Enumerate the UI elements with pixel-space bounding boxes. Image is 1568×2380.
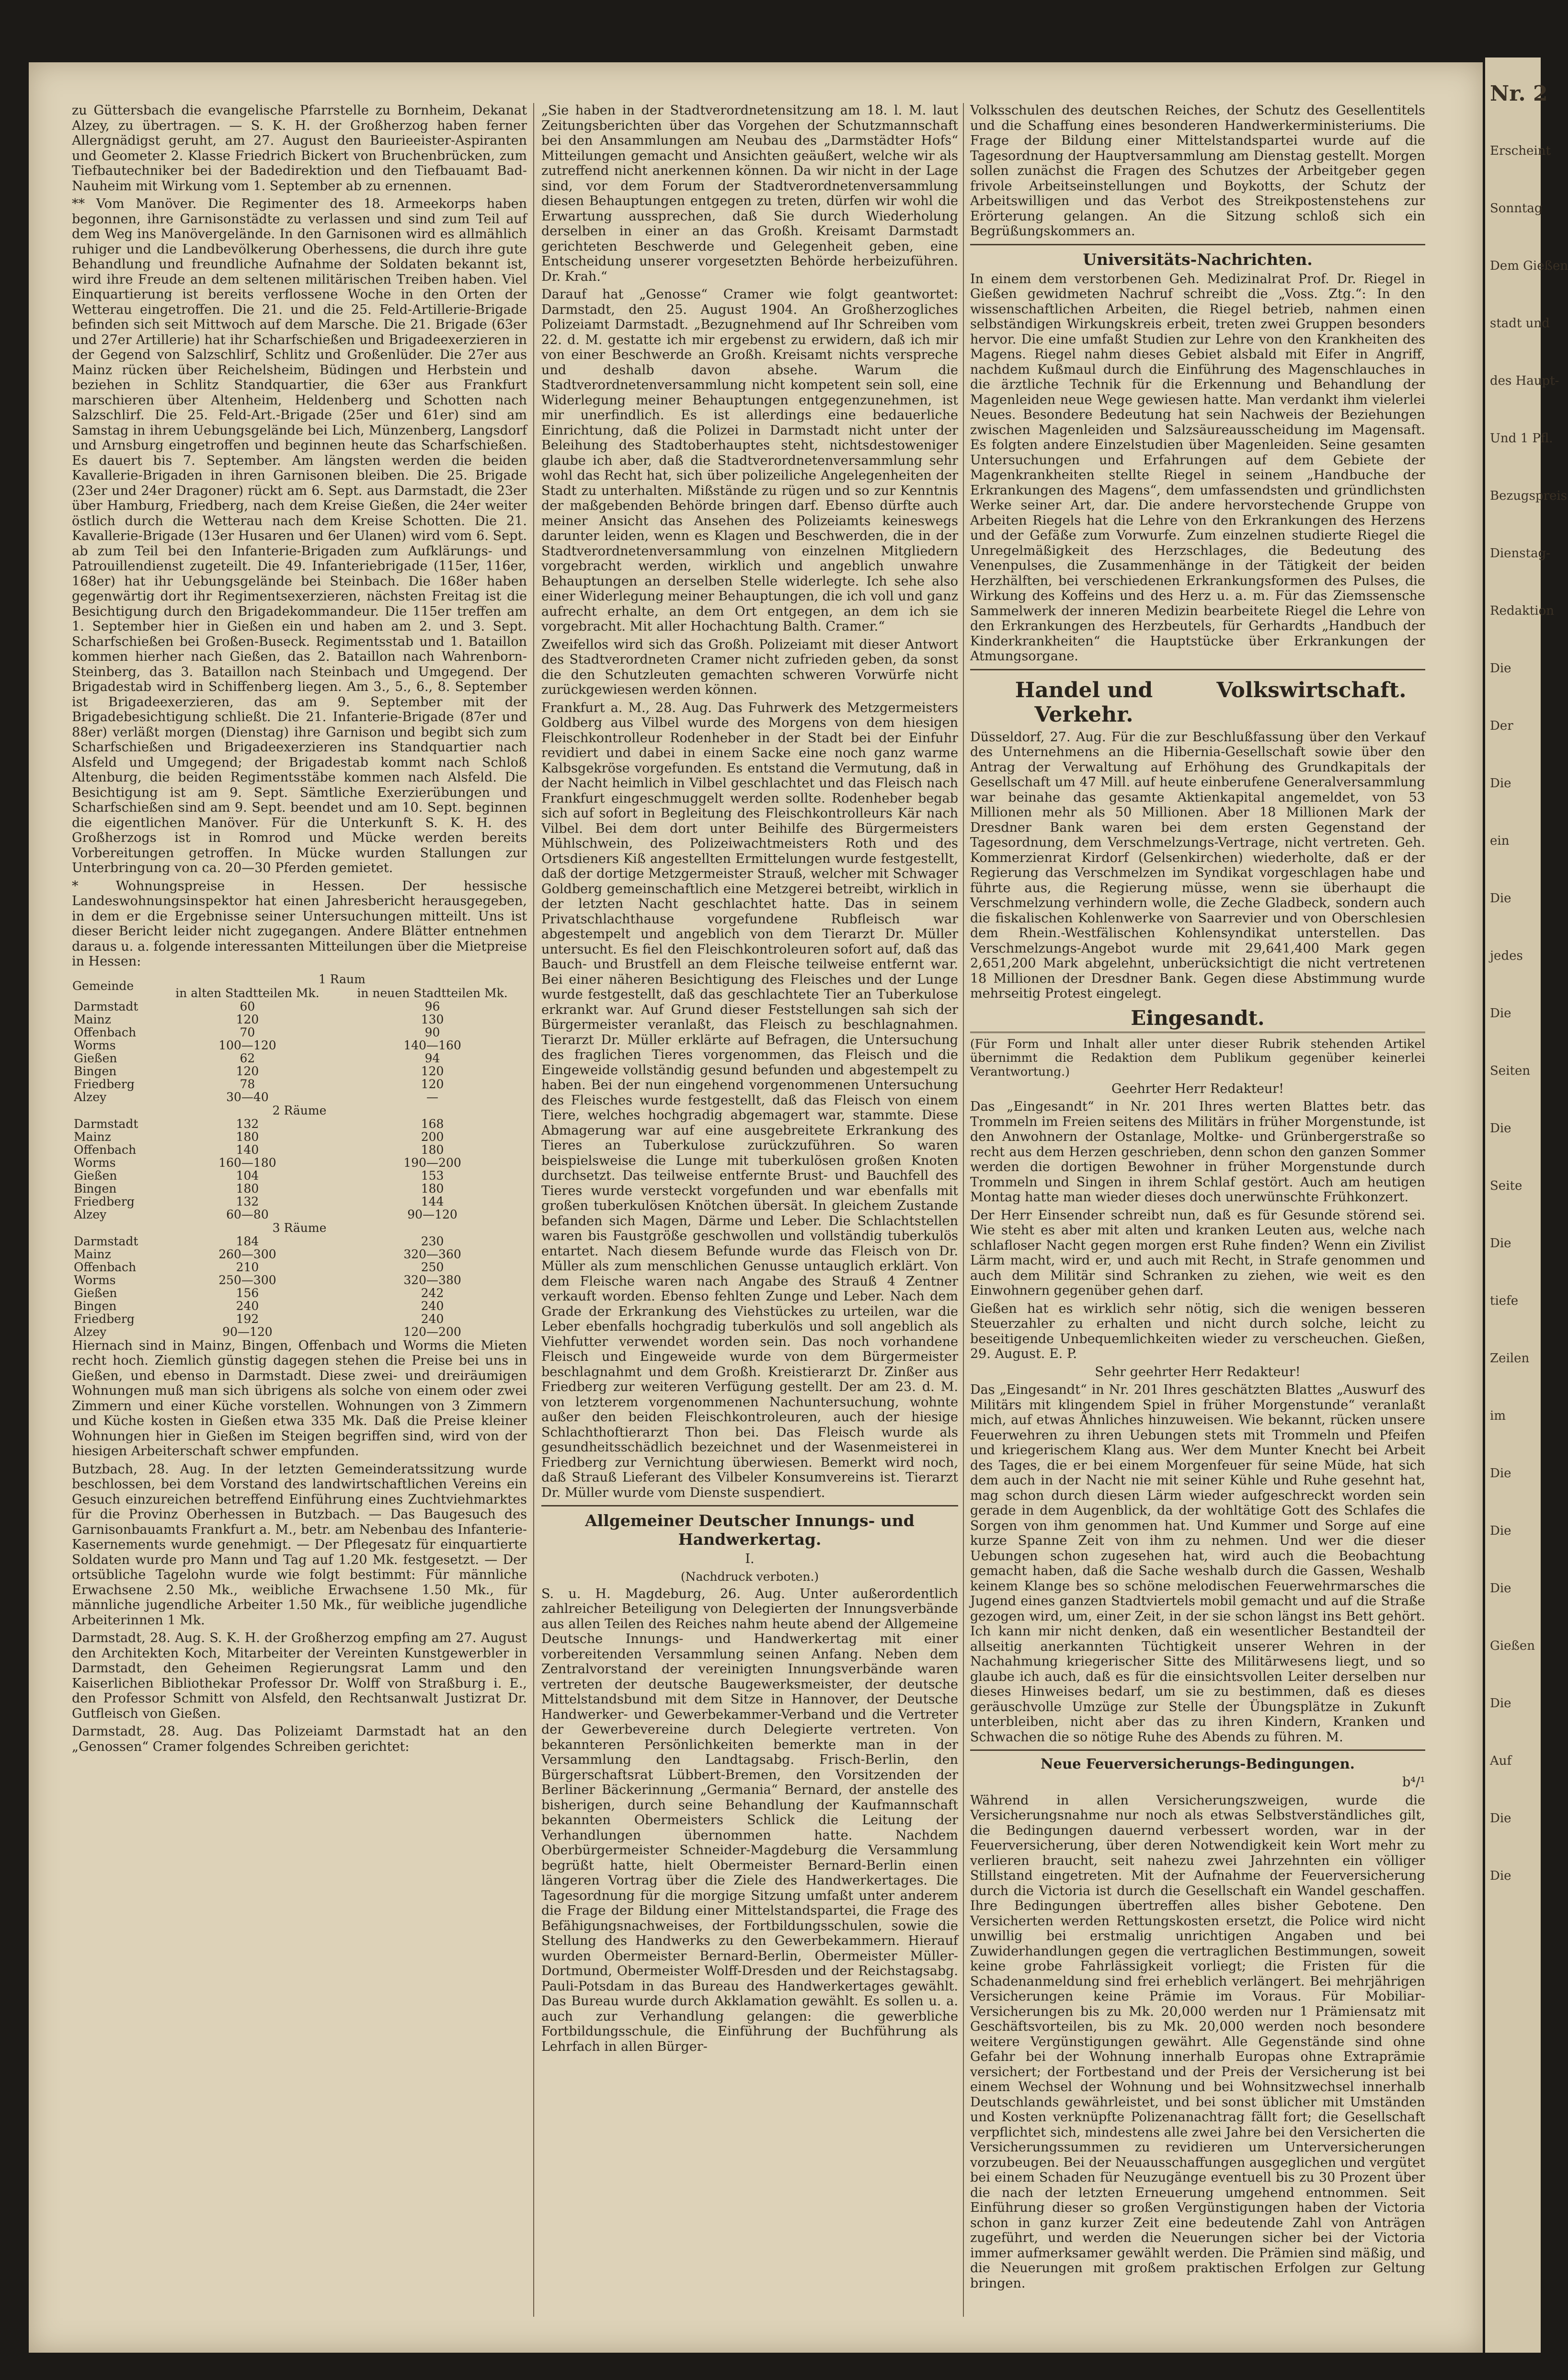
table-cell-town: Gießen [74, 1051, 117, 1065]
table-cell-price: 120 [236, 1012, 259, 1026]
table-row [72, 1169, 527, 1182]
table-cell-price: 250—300 [218, 1273, 276, 1287]
adjacent-page-fragment: Die [1490, 1869, 1511, 1883]
table-cell-price: 190—200 [403, 1155, 461, 1170]
table-cell-town: Worms [74, 1273, 116, 1287]
table-cell-price: — [426, 1090, 439, 1104]
table-header-gemeinde: Gemeinde [72, 979, 134, 993]
table-cell-price: 320—360 [403, 1247, 461, 1261]
article-riegel: In einem dem verstorbenen Geh. Medizinalrat Prof. Dr. Riegel in Gießen gewidmeten Nachruf schreibt die „Voss. Ztg.“: In den wissenschaftlichen Arbeiten, die Riegel betrieb, nahmen einen selbständigen Wirkungskreis erbeit, treten zwei Gruppen besonders hervor. Die eine umfaßt Studien zur Lehre von den Krankheiten des Magens. Riegel nahm dieses Gebiet alsbald mit Eifer in Angriff, nachdem Kußmaul durch die Einführung des Magenschlauches in die ärztliche Technik für die Erkennung und Behandlung der Magenleiden neue Wege gewiesen hatte. Man verdankt ihm vielerlei Neues. Besondere Bedeutung hat sein Nachweis der Beziehungen zwischen Magenleiden und Salzsäureausscheidung im Magensaft. Es folgten andere Einzelstudien über Magenleiden. Seine gesamten Untersuchungen und Erfahrungen auf dem Gebiete der Magenkrankheiten stellte Riegel in seinem „Handbuche der Erkrankungen des Magens“, dem umfassendsten und gründlichsten Werke seiner Art, dar. Die andere hervorstechende Gruppe von Arbeiten Riegels hat die Lehre von den Erkrankungen des Herzens und der Gefäße zum Vorwurfe. Zum einzelnen studierte Riegel die Unregelmäßigkeit des Herzschlages, die Bedeutung des Venenpulses, die Zusammenhänge in der Tätigkeit der beiden Herzhälften, bei verschiedenen Erkrankungsformen des Pulses, die Wirkung des Koffeins und des Herz u. a. m. Für das Ziemssensche Sammelwerk der inneren Medizin bearbeitete Riegel die Lehre von den Erkrankungen des Herzbeutels, für Gerhardts „Handbuch der Kinderkrankheiten“ die Hauptstücke über Erkrankungen der Atmungsorgane. [970, 271, 1425, 664]
table-cell-price: 240 [236, 1299, 259, 1313]
rent-table [72, 972, 527, 1338]
table-cell-town: Alzey [74, 1324, 107, 1339]
column-3 [970, 103, 1425, 2294]
section-heading-volkswirtschaft: Volkswirtschaft. [1216, 678, 1407, 702]
table-cell-price: 90—120 [222, 1324, 273, 1339]
section-heading-handel: Handel und Verkehr. [1015, 678, 1153, 727]
table-row [72, 1235, 527, 1248]
table-cell-price: 140—160 [403, 1038, 461, 1052]
table-header-neu: in neuen Stadtteilen Mk. [357, 986, 508, 1000]
article-maneuver: ** Vom Manöver. Die Regimenter des 18. Armeekorps haben begonnen, ihre Garnisonstädte zu verlassen und sind zum Teil auf dem Weg ins Manövergelände. In den Garnisonen wird es allmählich ruhiger und die Landbevölkerung Oberhessens, die durch ihre gute Behandlung und freundliche Aufnahme der Soldaten bekannt ist, wird ihre Freude an dem seltenen militärischen Treiben haben. Viel Einquartierung ist bereits verflossene Woche in den Orten der Wetterau eingetroffen. Die 21. und die 25. Feld-Artillerie-Brigade befinden sich seit Mittwoch auf dem Marsche. Die 21. Brigade (63er und 27er Artillerie) hat ihr Scharfschießen und Brigadeexerzieren in der Gegend von Salzschlirf, Schlitz und Großenlüder. Die 27er aus Mainz rücken über Reichelsheim, Büdingen und Herbstein und beziehen in Schlitz Standquartier, die 63er aus Frankfurt marschieren über Altenheim, Heldenberg und Schotten nach Salzschlirf. Die 25. Feld-Art.-Brigade (25er und 61er) sind am Samstag in ihrem Uebungsgelände bei Lich, Münzenberg, Langsdorf und Arnsburg eingetroffen und beginnen heute das Scharfschießen. Es dauert bis 7. September. Am längsten werden die beiden Kavallerie-Brigaden in ihren Garnisonen bleiben. Die 25. Brigade (23er und 24er Dragoner) rückt am 6. Sept. aus Darmstadt, die 23er über Hamburg, Friedberg, nach dem Kreise Gießen, die 24er weiter östlich durch die Wetterau nach dem Kreise Schotten. Die 21. Kavallerie-Brigade (13er Husaren und 6er Ulanen) wird vom 6. Sept. ab zum Teil bei den Infanterie-Brigaden zum Aufklärungs- und Patrouillendienst zugeteilt. Die 49. Infanteriebrigade (115er, 116er, 168er) hat ihr Uebungsgelände bei Steinbach. Die 168er haben gegenwärtig dort ihr Regimentsexerzieren, nächsten Freitag ist die Besichtigung durch den Brigadekommandeur. Die 115er treffen am 1. September hier in Gießen ein und haben am 2. und 3. Sept. Scharfschießen bei Großen-Buseck. Regimentsstab und 1. Bataillon kommen hierher nach Gießen, das 2. Bataillon nach Wahrenborn-Steinberg, das 3. Bataillon nach Steinbach und Umgegend. Der Brigadestab wird in Schiffenberg liegen. Am 3., 5., 6., 8. September ist Brigadeexerzieren, das am 9. September mit der Brigadebesichtigung schließt. Die 21. Infanterie-Brigade (87er und 88er) verläßt morgen (Dienstag) ihre Garnison und begibt sich zum Scharfschießen und Brigadeexerzieren ins Standquartier nach Alsfeld und Umgegend; der Brigadestab kommt nach Schloß Altenburg, die beiden Regimentsstäbe kommen nach Alsfeld. Die Besichtigung ist am 9. Sept. Sämtliche Exerzierübungen und Scharfschießen sind am 9. Sept. beendet und am 10. Sept. beginnen die eigentlichen Manöver. Für die Unterkunft S. K. H. des Großherzogs ist in Romrod und Mücke werden bereits Vorbereitungen getroffen. In Mücke wurden Stallungen zur Unterbringung von ca. 20—30 Pferden gemietet. [72, 196, 527, 875]
adjacent-page-fragment: Die [1490, 1581, 1511, 1596]
table-row [72, 1052, 527, 1065]
table-cell-price: 250 [421, 1260, 444, 1274]
section-heading-eingesandt: Eingesandt. [970, 1006, 1425, 1033]
table-cell-price: 120 [421, 1077, 444, 1091]
adjacent-page-fragment: Seiten [1490, 1064, 1531, 1078]
table-cell-price: 120 [421, 1064, 444, 1078]
adjacent-page-fragment: des Haupt- [1490, 374, 1559, 388]
table-cell-price: 120 [236, 1064, 259, 1078]
reprint-notice: (Nachdruck verboten.) [680, 1569, 819, 1584]
section-divider [541, 1505, 958, 1506]
table-group-2 [72, 1117, 527, 1221]
table-cell-price: 60—80 [226, 1207, 269, 1221]
table-cell-price: 168 [421, 1116, 444, 1131]
letter-paragraph: Das „Eingesandt“ in Nr. 201 Ihres werten Blattes betr. das Trommeln im Freien seitens des Militärs in früher Morgenstunde, ist den Anwohnern der Ostanlage, Moltke- und Grünbergerstraße so recht aus dem Herzen geschrieben, denn schon den ganzen Sommer werden die dortigen Bewohner in früher Morgenstunde durch Trommeln und Singen in ihrem Schlaf gestört. Auch am heutigen Montag hatte man wieder dieses doch unerwünschte Frühkonzert. [970, 1099, 1425, 1205]
adjacent-page-fragment: Gießen [1490, 1639, 1535, 1653]
table-cell-price: 180 [421, 1181, 444, 1196]
table-header-raum3: 3 Räume [272, 1220, 327, 1235]
table-cell-price: 184 [236, 1234, 259, 1248]
column-1 [72, 103, 527, 1757]
table-cell-price: 192 [236, 1311, 259, 1326]
table-cell-price: 240 [421, 1311, 444, 1326]
section-divider [970, 669, 1425, 670]
article-magdeburg: S. u. H. Magdeburg, 26. Aug. Unter außerordentlich zahlreicher Beteiligung von Delegierten der Innungsverbände aus allen Teilen des Reiches nahm heute abend der Allgemeine Deutsche Innungs- und Handwerkertag mit einer vorbereitenden Versammlung seinen Anfang. Neben dem Zentralvorstand der vereinigten Innungsverbände waren vertreten der deutsche Baugewerksmeister, der deutsche Mittelstandsbund mit dem Sitze in Hannover, der Deutsche Handwerker- und Gewerbekammer-Verband und die Vertreter der Gewerbevereine durch Delegierte vertreten. Von bekannteren Persönlichkeiten bemerkte man in der Versammlung den Landtagsabg. Frisch-Berlin, den Bürgerschaftsrat Lübbert-Bremen, den Vorsitzenden der Berliner Bäckerinnung „Germania“ Bernard, der anstelle des bisherigen, durch seine Behandlung der Kaufmannschaft bekannten Obermeisters Schlick die Leitung der Verhandlungen übernommen hatte. Nachdem Oberbürgermeister Schneider-Magdeburg die Versammlung begrüßt hatte, hielt Obermeister Bernard-Berlin einen längeren Vortrag über die Ziele des Handwerkertages. Die Tagesordnung für die morgige Sitzung umfaßt unter anderem die Frage der Bildung einer Mittelstandspartei, die Frage des Befähigungsnachweises, der Fortbildungsschulen, sowie die Stellung des Handwerks zu den Gewerbekammern. Hierauf wurden Obermeister Bernard-Berlin, Obermeister Müller-Dortmund, Obermeister Wolff-Dresden und der Reichstagsabg. Pauli-Potsdam in das Bureau des Handwerkertages gewählt. Das Bureau wurde durch Akklamation gewählt. Es sollen u. a. auch zur Verhandlung gelangen: die gewerbliche Fortbildungsschule, die Einführung der Buchführung als Lehrfach in allen Bürger- [541, 1586, 958, 2054]
table-cell-price: 210 [236, 1260, 259, 1274]
letter-salutation: Geehrter Herr Redakteur! [1111, 1081, 1284, 1096]
table-row [72, 1182, 527, 1195]
table-row [72, 1078, 527, 1091]
table-cell-town: Bingen [74, 1064, 117, 1078]
author-sign: b⁴/¹ [1402, 1775, 1425, 1790]
adjacent-page-fragment: Die [1490, 1236, 1511, 1251]
table-cell-price: 230 [421, 1234, 444, 1248]
adjacent-page-fragment: Die [1490, 1466, 1511, 1481]
table-cell-town: Friedberg [74, 1077, 135, 1091]
table-cell-price: 320—380 [403, 1273, 461, 1287]
section-number: I. [745, 1552, 755, 1566]
section-divider [970, 244, 1425, 245]
table-cell-town: Gießen [74, 1168, 117, 1183]
column-rule [963, 103, 964, 2317]
table-cell-price: 130 [421, 1012, 444, 1026]
article-letter: „Sie haben in der Stadtverordnetensitzung am 18. l. M. laut Zeitungsberichten über das Vorgehen der Schutzmannschaft bei den Ansammlungen am Neubau des „Darmstädter Hofs“ Mitteilungen gemacht und Ansichten geäußert, welche wir als zutreffend nicht anerkennen können. Da wir nicht in der Lage sind, vor dem Forum der Stadtverordnetenversammlung diesen Behauptungen entgegen zu treten, dürfen wir wohl die Erwartung aussprechen, daß Sie durch Wiederholung derselben in einer an das Großh. Kreisamt Darmstadt gerichteten Beschwerde und Gelegenheit geben, eine Entscheidung unserer vorgesetzten Behörde herbeizuführen. Dr. Krah.“ [541, 103, 958, 284]
table-cell-town: Mainz [74, 1129, 111, 1144]
letter-salutation: Sehr geehrter Herr Redakteur! [1095, 1364, 1301, 1380]
table-cell-town: Bingen [74, 1299, 117, 1313]
adjacent-page-fragment: stadt und [1490, 316, 1550, 331]
table-row [72, 1091, 527, 1104]
table-cell-town: Friedberg [74, 1194, 135, 1208]
table-cell-town: Darmstadt [74, 999, 138, 1013]
section-divider [970, 1749, 1425, 1751]
table-row [72, 1195, 527, 1208]
adjacent-page-fragment: Die [1490, 661, 1511, 676]
adjacent-page-fragment: Nr. 2 [1490, 81, 1548, 106]
table-row [72, 1000, 527, 1013]
adjacent-page-fragment: Die [1490, 1006, 1511, 1021]
table-cell-price: 240 [421, 1299, 444, 1313]
article-frankfurt: Frankfurt a. M., 28. Aug. Das Fuhrwerk des Metzgermeisters Goldberg aus Vilbel wurde des Morgens von dem hiesigen Fleischkontrolleur Rodenheber in der Stadt bei der Einfuhr revidiert und dabei in einem Sacke eine noch ganz warme Kalbsgekröse vorgefunden. Es entstand die Vermutung, daß in der Nacht heimlich in Vilbel geschlachtet und das Fleisch nach Frankfurt eingeschmuggelt werden sollte. Rodenheber begab sich auf sofort in Begleitung des Fleischkontrolleurs Kär nach Vilbel. Bei dem dort unter Beihilfe des Bürgermeisters Mühlschwein, des Polizeiwachtmeisters Roth und des Ortsdieners Kiß angestellten Ermittelungen wurde festgestellt, daß der dortige Metzgermeister Strauß, welcher mit Schwager Goldberg gemeinschaftlich eine Metzgerei betreibt, wirklich in der letzten Nacht geschlachtet hatte. Das in seinem Privatschlachthause vorgefundene Rubfleisch war abgestempelt und angeblich von dem Tierarzt Dr. Müller untersucht. Es fiel den Fleischkontroleuren sofort auf, daß das Bauch- und Brustfell an dem Fleische teilweise entfernt war. Bei einer näheren Besichtigung des Fleisches und der Lunge wurde festgestellt, daß das geschlachtete Tier an Tuberkulose erkrankt war. Auf Grund dieser Feststellungen sah sich der Bürgermeister veranlaßt, das Fleisch zu beschlagnahmen. Tierarzt Dr. Müller erklärte auf Befragen, die Untersuchung des fraglichen Tieres vorgenommen, das Fleisch und die Eingeweide vollständig gesund befunden und abgestempelt zu haben. Bei der nun eingehend vorgenommenen Untersuchung des Fleisches wurde festgestellt, daß das Fleisch von einem Tiere, welches hochgradig abgemagert war, stammte. Diese Abmagerung war auf eine ausgebreitete Erkrankung des Tieres an Tuberkulose zurückzuführen. So waren beispielsweise die Lunge mit tuberkulösen großen Knoten durchsetzt. Das teilweise entfernte Brust- und Bauchfell des Tieres wurde versteckt vorgefunden und war ebenfalls mit großen tuberkulösen Knötchen übersät. In gleichem Zustande befanden sich Magen, Därme und Leber. Die Schlachtstellen waren bis Faustgröße geschwollen und vollständig tuberkulös entartet. Nach diesem Befunde wurde das Fleisch von Dr. Müller als zum menschlichen Genusse untauglich erklärt. Von dem Fleische waren nach Angabe des Strauß 4 Zentner verkauft worden. Ebenso fehlten Zunge und Leber. Nach dem Grade der Erkrankung des Viehstückes zu urteilen, war die Leber ebenfalls hochgradig tuberkulös und soll angeblich als Viehfutter verwendet worden sein. Das noch vorhandene Fleisch und Eingeweide wurde von dem Bürgermeister beschlagnahmt und dem Großh. Kreistierarzt Dr. Zinßer aus Friedberg zur weiteren Verfügung gestellt. Der am 23. d. M. von letzterem vorgenommenen Nachuntersuchung, wohnte außer den beiden Fleischkontroleuren, auch der hiesige Schlachthoftierarzt Thon bei. Das Fleisch wurde als gesundheitsschädlich bezeichnet und der Wasenmeisterei in Friedberg zur Vernichtung überwiesen. Bemerkt wird noch, daß Strauß Lieferant des Vilbeler Konsumvereins ist. Tierarzt Dr. Müller wurde vom Dienste suspendiert. [541, 700, 958, 1500]
table-row [72, 1274, 527, 1287]
adjacent-page-fragment: jedes [1490, 949, 1523, 963]
table-row [72, 1325, 527, 1338]
table-row [72, 1287, 527, 1299]
table-row [72, 1248, 527, 1261]
table-cell-town: Worms [74, 1038, 116, 1052]
table-cell-price: 78 [240, 1077, 255, 1091]
table-cell-price: 180 [236, 1129, 259, 1144]
article-paragraph: zu Güttersbach die evangelische Pfarrstelle zu Bornheim, Dekanat Alzey, zu übertragen. — S. K. H. der Großherzog haben ferner Allergnädigst geruht, am 27. August den Baurieeister-Aspiranten und Geometer 2. Klasse Friedrich Bickert von Bruchenbrücken, zum Tiefbautechniker bei der Badedirektion und den Tiefbauamt Bad-Nauheim mit Wirkung vom 1. September ab zu ernennen. [72, 103, 527, 194]
adjacent-page-fragment: Sonntag [1490, 201, 1543, 216]
table-group-3 [72, 1235, 527, 1338]
table-cell-price: 94 [424, 1051, 440, 1065]
table-header-raum1: 1 Raum [318, 972, 366, 986]
table-cell-town: Darmstadt [74, 1116, 138, 1131]
table-cell-price: 90 [424, 1025, 440, 1039]
table-cell-town: Mainz [74, 1247, 111, 1261]
table-row [72, 1208, 527, 1221]
section-heading-feuerversicherung: Neue Feuerversicherungs-Bedingungen. [1041, 1756, 1355, 1772]
article-wohnungspreise: * Wohnungspreise in Hessen. Der hessische Landeswohnungsinspektor hat einen Jahresbericht herausgegeben, in dem er die Ergebnisse seiner Untersuchungen mitteilt. Uns ist dieser Bericht leider nicht zugegangen. Andere Blätter entnehmen daraus u. a. folgende interessanten Mitteilungen über die Mietpreise in Hessen: [72, 878, 527, 969]
table-cell-town: Friedberg [74, 1311, 135, 1326]
table-cell-price: 132 [236, 1116, 259, 1131]
table-row [72, 1312, 527, 1325]
table-cell-price: 140 [236, 1142, 259, 1157]
table-cell-price: 60 [240, 999, 255, 1013]
table-cell-price: 242 [421, 1286, 444, 1300]
adjacent-page-fragment: Und 1 Pfl. [1490, 431, 1553, 446]
letter-paragraph: Das „Eingesandt“ in Nr. 201 Ihres geschätzten Blattes „Auswurf des Militärs mit klingendem Spiel in früher Morgenstunde“ veranlaßt mich, auf etwas Ähnliches hinzuweisen. Wie bekannt, rücken unsere Feuerwehren zu ihren Uebungen stets mit Trommeln und Pfeifen und kriegerischem Klang aus. Wer dem Munter Knecht bei Arbeit des Tages, die er bei einem Morgenfeuer für seine Müde, hat sich dem auch in der Nacht nie mit seiner Kühle und Ruhe gesehnt hat, mag schon durch diesen Lärm wieder aufgeschreckt worden sein gerade in dem Augenblick, da der wohltätige Gott des Schlafes die Sorgen von ihm genommen hat. Und Kummer und Sorge auf eine kurze Spanne Zeit von ihm zu nehmen. Und wer die dieser Uebungen schon zugesehen hat, wird auch die Beobachtung gemacht haben, daß die Sache weshalb durch die Gassen, Weshalb keinem Klange bes so schöne melodischen Feuerwehrmarsches die Jugend eines ganzen Stadtviertels mobil gemacht und auf die Straße gezogen wird, um, einer Zeit, in der sie schon längst ins Bett gehört. Ich kann mir nicht denken, daß ein wesentlicher Bestandteil der allseitig anerkannten Tüchtigkeit unserer Wehren in der Nachahmung kriegerischer Sitte des Militärwesens liegt, und so glaube ich auch, daß es für die einsichtsvollen Leiter derselben nur dieses Hinweises bedarf, um sie zu bestimmen, daß es dieses geräuschvolle Umzüge zur Stelle der Übungsplätze in Zukunft unterbleiben, nicht aber das zu ihren Kindern, Kranken und Schwachen die so nötige Ruhe des Abends zu führen. M. [970, 1382, 1425, 1745]
table-header-alt: in alten Stadtteilen Mk. [175, 986, 320, 1000]
table-cell-price: 96 [424, 999, 440, 1013]
table-row [72, 1065, 527, 1078]
article-paragraph: Hiernach sind in Mainz, Bingen, Offenbach und Worms die Mieten recht hoch. Ziemlich günstig dagegen stehen die Preise bei uns in Gießen, und ebenso in Darmstadt. Diese zwei- und dreiräumigen Wohnungen muß man sich übrigens als solche von einem oder zwei Zimmern und einer Küche vorstellen. Wohnungen von 3 Zimmern und Küche kosten in Gießen etwa 335 Mk. Daß die Preise kleiner Wohnungen hier in Gießen im Steigen begriffen sind, wird von der hiesigen Arbeiterschaft schwer empfunden. [72, 1338, 527, 1459]
section-heading-universitaet: Universitäts-Nachrichten. [1083, 250, 1313, 269]
table-cell-town: Alzey [74, 1090, 107, 1104]
table-cell-town: Worms [74, 1155, 116, 1170]
adjacent-page-fragment: ein [1490, 834, 1510, 848]
table-cell-price: 180 [236, 1181, 259, 1196]
column-rule [533, 103, 534, 2317]
adjacent-page-fragment: Seite [1490, 1179, 1522, 1193]
table-row [72, 1130, 527, 1143]
adjacent-page-fragment: Die [1490, 1524, 1511, 1538]
table-row [72, 1156, 527, 1169]
adjacent-page-fragment: Der [1490, 719, 1513, 733]
table-group-1 [72, 1000, 527, 1104]
table-cell-town: Offenbach [74, 1025, 137, 1039]
section-heading-row [970, 675, 1425, 730]
table-cell-price: 200 [421, 1129, 444, 1144]
table-cell-town: Bingen [74, 1181, 117, 1196]
adjacent-page-fragment: Auf [1490, 1754, 1512, 1768]
table-cell-price: 90—120 [407, 1207, 458, 1221]
table-cell-price: 153 [421, 1168, 444, 1183]
table-cell-price: 144 [421, 1194, 444, 1208]
adjacent-page-fragment: Erscheint [1490, 144, 1551, 158]
table-row [72, 1261, 527, 1274]
table-row [72, 1299, 527, 1312]
table-cell-price: 62 [240, 1051, 255, 1065]
adjacent-page-fragment: Die [1490, 891, 1511, 906]
table-row [72, 1143, 527, 1156]
adjacent-page-edge [1485, 57, 1568, 2353]
table-cell-town: Mainz [74, 1012, 111, 1026]
adjacent-page-fragment: Zeilen [1490, 1351, 1530, 1366]
table-cell-price: 260—300 [218, 1247, 276, 1261]
table-row [72, 1117, 527, 1130]
table-cell-price: 104 [236, 1168, 259, 1183]
adjacent-page-fragment: tiefe [1490, 1294, 1519, 1308]
adjacent-page-fragment: Bezugspreis [1490, 489, 1568, 503]
adjacent-page-fragment: Die [1490, 776, 1511, 791]
table-header-raum2: 2 Räume [272, 1103, 327, 1117]
article-duesseldorf: Düsseldorf, 27. Aug. Für die zur Beschlußfassung über den Verkauf des Unternehmens an die Hibernia-Gesellschaft sowie über den Antrag der Verwaltung auf Erhöhung des Grundkapitals der Gesellschaft um 47 Mill. auf heute einberufene Generalversammlung war beinahe das gesamte Aktienkapital angemeldet, von 53 Millionen mehr als 50 Millionen. Aber 18 Millionen Mark der Dresdner Bank waren bei dem ersten Gegenstand der Tagesordnung, dem Verschmelzungs-Vertrage, nicht vertreten. Geh. Kommerzienrat Kirdorf (Gelsenkirchen) wiederholte, daß er der Regierung das Verschmelzen im Syndikat vorgeschlagen habe und führte aus, die Regierung müsse, wenn sie überhaupt die Verschmelzung verhindern wolle, die Zeche Gladbeck, sondern auch die fiskalischen Kohlenwerke von Saarrevier und von Oberschlesien dem Rhein.-Westfälischen Kohlensyndikat unterstellen. Das Verschmelzungs-Angebot wurde mit 29,641,400 Mark gegen 2,651,200 Mark abgelehnt, unberücksichtigt die nicht vertretenen 18 Millionen der Dresdner Bank. Gegen diese Abstimmung wurde mehrseitig Protest eingelegt. [970, 729, 1425, 1001]
table-cell-town: Gießen [74, 1286, 117, 1300]
table-row [72, 1039, 527, 1052]
table-cell-price: 132 [236, 1194, 259, 1208]
adjacent-page-fragment: Die [1490, 1811, 1511, 1826]
adjacent-page-fragment: Redaktion [1490, 604, 1555, 618]
article-feuerversicherung: Während in allen Versicherungszweigen, wurde die Versicherungsnahme nur noch als etwas Selbstverständliches gilt, die Bedingungen dauernd verbessert worden, war in der Feuerversicherung, über deren Notwendigkeit kein Wort mehr zu verlieren braucht, seit nahezu zwei Jahrzehnten ein völliger Stillstand eingetreten. Mit der Aufnahme der Feuerversicherung durch die Victoria ist durch die Gesellschaft ein Wandel geschaffen. Ihre Bedingungen übertreffen alles bisher Gebotene. Den Versicherten werden Rettungskosten ersetzt, die Police wird nicht unwillig bei erstmalig unrichtigen Angaben und bei Zuwiderhandlungen gegen die vertraglichen Bestimmungen, soweit keine grobe Fahrlässigkeit vorliegt; die Fristen für die Schadenanmeldung sind frei erheblich verlängert. Bei mehrjährigen Versicherungen keine Prämie im Voraus. Für Mobiliar-Versicherungen bis zu Mk. 20,000 werden nur 1 Prämiensatz mit Geschäftsvorteilen, bis zu Mk. 20,000 werden noch besondere weitere Vergünstigungen gewährt. Alle Gegenstände sind ohne Gefahr bei der Wohnung innerhalb Europas ohne Extraprämie versichert; der Fortbestand und der Preis der Versicherung ist bei einem Wechsel der Wohnung und bei Wohnsitzwechsel innerhalb Deutschlands gewährleistet, und bei sonst üblicher mit Umständen und Kosten verknüpfte Polizenanachtrag fällt fort; die Gesellschaft verpflichtet sich, mindestens alle zwei Jahre bei den Versicherten die Versicherungssummen zu revidieren um Unterversicherungen vorzubeugen. Bei der Neuausschaffungen ausgeglichen und vergütet bei einem Schaden für Neuzugänge eventuell bis zu 30 Prozent über die nach der letzten Erneuerung umgehend entnommen. Seit Einführung dieser so großen Vergünstigungen haben der Victoria schon in ganz kurzer Zeit eine bedeutende Zahl von Anträgen zugeführt, und werden die Neuerungen sicher bei der Victoria immer aufmerksamer gewählt werden. Die Prämien sind mäßig, und die Neuerungen mit großem praktischen Erfolgen zur Geltung bringen. [970, 1793, 1425, 2291]
table-cell-price: 30—40 [226, 1090, 269, 1104]
table-row [72, 1013, 527, 1026]
article-paragraph: Zweifellos wird sich das Großh. Polizeiamt mit dieser Antwort des Stadtverordneten Cramer nicht zufrieden geben, da sonst die den Schutzleuten gemachten schweren Vorwürfe nicht zurückgewiesen werden können. [541, 637, 958, 697]
article-reply: Darauf hat „Genosse“ Cramer wie folgt geantwortet: Darmstadt, den 25. August 1904. An Großherzogliches Polizeiamt Darmstadt. „Bezugnehmend auf Ihr Schreiben vom 22. d. M. gestatte ich mir ergebenst zu erwidern, daß ich mir von einer Beschwerde an Großh. Kreisamt nichts verspreche und deshalb davon absehe. Warum die Stadtverordnetenversammlung nicht kompetent sein soll, eine Widerlegung meiner Behauptungen entgegenzunehmen, ist mir unerfindlich. Es ist allerdings eine bedauerliche Einrichtung, daß die Polizei in Darmstadt nicht unter der Beleihung des Stadtoberhauptes steht, nichtsdestoweniger glaube ich aber, daß die Stadtverordnetenversammlung sehr wohl das Recht hat, sich über polizeiliche Angelegenheiten der Stadt zu unterhalten. Mißstände zu rügen und so zur Kenntnis der maßgebenden Behörde bringen darf. Ebenso dürfte auch meiner Ansicht das Ansehen des Polizeiamts keineswegs darunter leiden, wenn es Klagen und Beschwerden, die in der Stadtverordnetenversammlung von einzelnen Mitgliedern vorgebracht werden, wirklich und angeblich unwahre Behauptungen an derselben Stelle widerlegte. Ich sehe also einer Widerlegung meiner Behauptungen, die ich voll und ganz aufrecht erhalte, an dem Ort entgegen, an dem ich sie vorgebracht. Mit aller Hochachtung Balth. Cramer.“ [541, 287, 958, 634]
table-cell-town: Offenbach [74, 1142, 137, 1157]
column-2 [541, 103, 958, 2057]
table-cell-town: Darmstadt [74, 1234, 138, 1248]
adjacent-page-fragment: im [1490, 1409, 1506, 1423]
article-darmstadt: Darmstadt, 28. Aug. S. K. H. der Großherzog empfing am 27. August den Architekten Koch, Mitarbeiter der Vereinten Kunstgewerbler in Darmstadt, den Geheimen Regierungsrat Lamm und den Kaiserlichen Bibliothekar Professor Dr. Wolff von Straßburg i. E., den Professor Schmitt von Alsfeld, den Rechtsanwalt Justizrat Dr. Gutfleisch von Gießen. [72, 1631, 527, 1721]
table-cell-price: 156 [236, 1286, 259, 1300]
letter-paragraph: Gießen hat es wirklich sehr nötig, sich die wenigen besseren Steuerzahler zu erhalten und nicht durch solche, leicht zu beseitigende Unbequemlichkeiten wieder zu verscheuchen. Gießen, 29. August. E. P. [970, 1301, 1425, 1361]
adjacent-page-fragment: Die [1490, 1696, 1511, 1711]
disclaimer: (Für Form und Inhalt aller unter dieser Rubrik stehenden Artikel übernimmt die Redaktion dem Publikum gegenüber keinerlei Verantwortung.) [970, 1036, 1425, 1079]
table-cell-town: Alzey [74, 1207, 107, 1221]
table-cell-price: 160—180 [218, 1155, 276, 1170]
letter-paragraph: Der Herr Einsender schreibt nun, daß es für Gesunde störend sei. Wie steht es aber mit alten und kranken Leuten aus, welche nach schlafloser Nacht gegen morgen erst Ruhe finden? Wenn ein Zivilist Lärm macht, wird er, und auch mit Recht, in Strafe genommen und auch dem Militär sind Schranken zu ziehen, wie weit es den Einwohnern gegenüber gehen darf. [970, 1207, 1425, 1298]
table-cell-price: 180 [421, 1142, 444, 1157]
adjacent-page-fragment: Die [1490, 1121, 1511, 1136]
adjacent-page-fragment: Dem Gießen [1490, 259, 1568, 273]
article-butzbach: Butzbach, 28. Aug. In der letzten Gemeinderatssitzung wurde beschlossen, bei dem Vorstand des landwirtschaftlichen Vereins ein Gesuch einzureichen betreffend Einführung eines Zuchtviehmarktes für die Provinz Oberhessen in Butzbach. — Das Baugesuch des Garnisonbauamts Frankfurt a. M., betr. am Nebenbau des Infanterie-Kasernements wurde genehmigt. — Der Pflegesatz für einquartierte Soldaten wurde pro Mann und Tag auf 1.20 Mk. festgesetzt. — Der ortsübliche Tagelohn wurde wie folgt bestimmt: Für männliche Erwachsene 2.50 Mk., weibliche Erwachsene 1.50 Mk., für männliche jugendliche Arbeiter 1.50 Mk., für weibliche jugendliche Arbeiterinnen 1 Mk. [72, 1461, 527, 1628]
article-paragraph: Volksschulen des deutschen Reiches, der Schutz des Gesellentitels und die Schaffung eines besonderen Handwerkerministeriums. Die Frage der Bildung einer Mittelstandspartei wurde auf die Tagesordnung der Hauptversammlung am Dienstag gestellt. Morgen sollen zunächst die Fragen des Schutzes der Arbeitgeber gegen frivole Arbeitseinstellungen und Boykotts, der Schutz der Arbeitswilligen und das Verbot des Streikpostenstehens zur Erörterung gelangen. An die Sitzung schloß sich ein Begrüßungskommers an. [970, 103, 1425, 239]
table-row [72, 1026, 527, 1039]
table-cell-price: 100—120 [218, 1038, 276, 1052]
table-cell-town: Offenbach [74, 1260, 137, 1274]
table-cell-price: 120—200 [403, 1324, 461, 1339]
adjacent-page-fragment: Dienstag- [1490, 546, 1551, 561]
table-cell-price: 70 [240, 1025, 255, 1039]
section-heading-handwerkertag: Allgemeiner Deutscher Innungs- und Handwerkertag. [585, 1511, 915, 1549]
article-darmstadt-police: Darmstadt, 28. Aug. Das Polizeiamt Darmstadt hat an den „Genossen“ Cramer folgendes Schreiben gerichtet: [72, 1724, 527, 1754]
